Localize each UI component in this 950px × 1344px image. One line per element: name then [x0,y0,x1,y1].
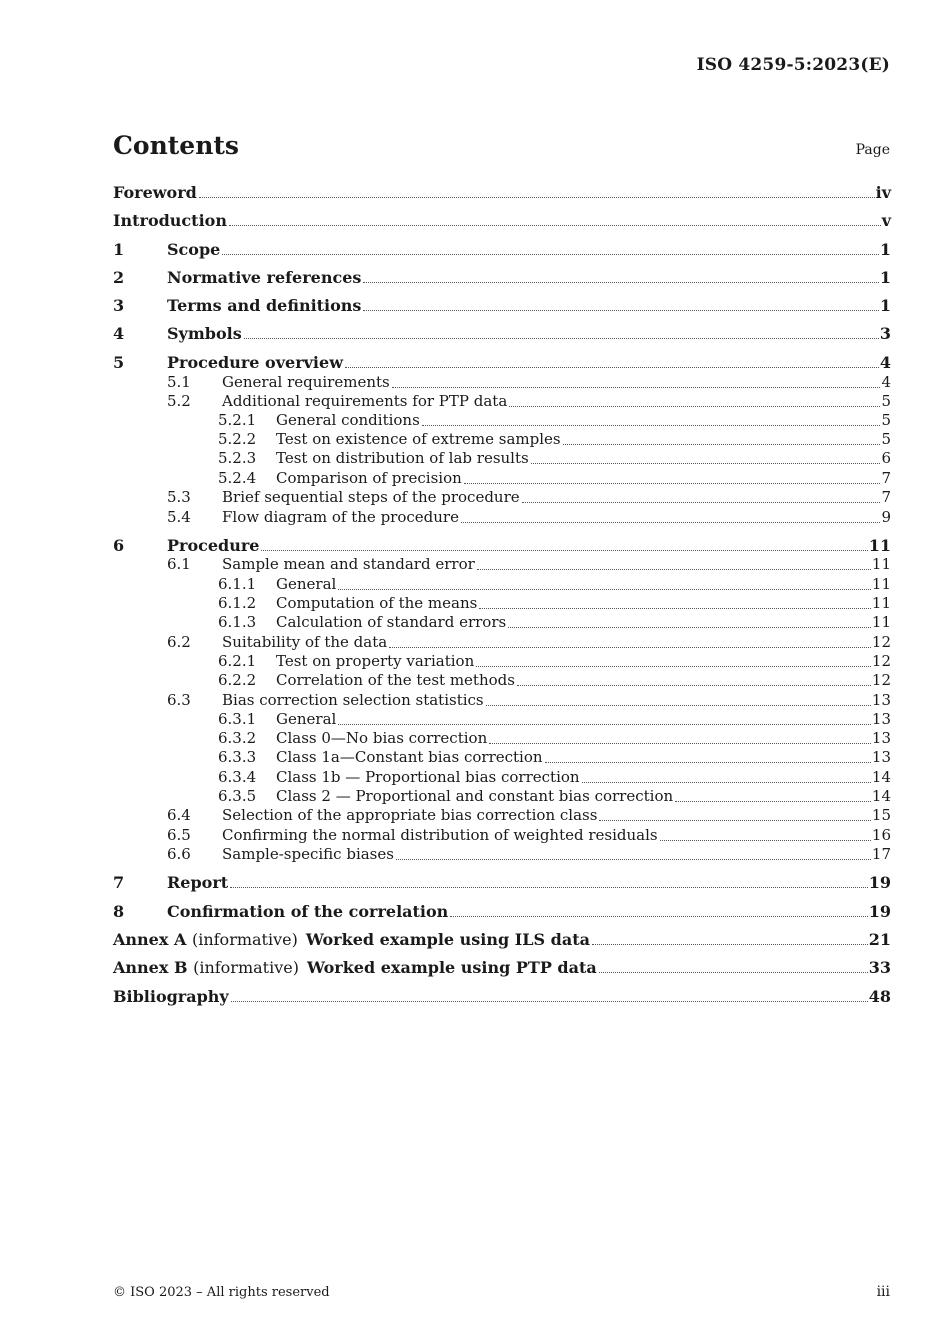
toc-entry[interactable] [113,652,891,671]
toc-entry[interactable] [113,268,891,287]
toc-entry-title: Class 1b — Proportional bias correction [276,768,580,786]
copyright-notice: © ISO 2023 – All rights reserved [113,1285,330,1300]
toc-entry-number: 5.2.4 [218,469,257,487]
toc-entry-number: 5.3 [167,488,191,506]
toc-entry-page: 14 [871,787,891,805]
toc-entry[interactable] [113,930,891,949]
toc-entry-number: 6.2.2 [218,671,257,689]
toc-entry-number: 7 [113,873,125,892]
annex-name: Worked example using PTP data [306,958,597,977]
toc-entry-title: Selection of the appropriate bias correction class [222,806,598,824]
toc-entry-title: Sample-specific biases [222,845,394,863]
toc-entry-page: iv [875,183,891,202]
toc-entry[interactable] [113,806,891,825]
toc-entry-page: 11 [868,536,891,555]
toc-entry[interactable] [113,958,891,977]
toc-entry[interactable] [113,240,891,259]
toc-entry-page: 11 [871,594,891,612]
dot-leader [338,589,871,590]
dot-leader [592,944,868,945]
dot-leader [389,647,871,648]
toc-entry[interactable] [113,594,891,613]
toc-entry[interactable] [113,508,891,527]
toc-entry-title: Bibliography [113,987,229,1006]
toc-entry-title: General conditions [276,411,420,429]
toc-entry-page: 12 [871,633,891,651]
toc-entry-number: 6.3 [167,691,191,709]
page-number: iii [876,1284,890,1300]
toc-entry-title [113,958,597,977]
toc-entry-number: 6.1.1 [218,575,257,593]
dot-leader [509,406,880,407]
dot-leader [545,762,871,763]
toc-entry[interactable] [113,613,891,632]
dot-leader [517,685,871,686]
toc-entry[interactable] [113,902,891,921]
toc-entry[interactable] [113,710,891,729]
toc-entry[interactable] [113,488,891,507]
dot-leader [231,1001,868,1002]
toc-entry-page: 13 [871,691,891,709]
dot-leader [476,666,871,667]
dot-leader [450,916,867,917]
dot-leader [599,820,870,821]
toc-entry-number: 5.1 [167,373,191,391]
dot-leader [261,550,867,551]
toc-entry-page: 4 [879,353,891,372]
toc-entry-number: 5.2.2 [218,430,257,448]
toc-entry-page: 13 [871,748,891,766]
toc-entry-page: 33 [868,958,891,977]
toc-entry[interactable] [113,469,891,488]
annex-type: (informative) [193,958,299,977]
toc-entry[interactable] [113,768,891,787]
toc-entry-title: Report [167,873,229,892]
dot-leader [563,444,881,445]
toc-entry-number: 6.3.2 [218,729,257,747]
dot-leader [522,502,881,503]
toc-entry-number: 6.2.1 [218,652,257,670]
dot-leader [392,387,881,388]
toc-entry-title: Terms and definitions [167,296,362,315]
toc-entry[interactable] [113,353,891,372]
toc-entry-page: 5 [881,430,891,448]
dot-leader [244,338,879,339]
dot-leader [599,972,868,973]
toc-entry-page: 12 [871,652,891,670]
toc-entry[interactable] [113,671,891,690]
toc-entry-title: Bias correction selection statistics [222,691,484,709]
toc-entry[interactable] [113,411,891,430]
toc-entry[interactable] [113,392,891,411]
dot-leader [477,569,871,570]
dot-leader [461,522,880,523]
toc-entry-title: Normative references [167,268,362,287]
toc-entry[interactable] [113,691,891,710]
toc-entry-number: 5.2 [167,392,191,410]
toc-entry-title: Test on distribution of lab results [276,449,529,467]
dot-leader [345,367,879,368]
toc-entry-title: Sample mean and standard error [222,555,475,573]
dot-leader [338,724,871,725]
toc-entry[interactable] [113,873,891,892]
toc-entry-page: 7 [881,469,891,487]
toc-entry-number: 5.2.3 [218,449,257,467]
toc-entry-number: 6.3.3 [218,748,257,766]
toc-entry-page: 16 [871,826,891,844]
dot-leader [464,483,881,484]
dot-leader [230,887,868,888]
toc-entry-number: 6 [113,536,125,555]
toc-entry-page: 21 [868,930,891,949]
toc-entry-number: 6.4 [167,806,191,824]
dot-leader [531,463,881,464]
toc-entry-number: 4 [113,324,125,343]
annex-label: Annex B [113,958,188,977]
toc-entry[interactable] [113,430,891,449]
toc-entry-number: 8 [113,902,125,921]
toc-entry[interactable] [113,183,891,202]
toc-entry-number: 6.3.4 [218,768,257,786]
annex-name: Worked example using ILS data [305,930,590,949]
toc-entry[interactable] [113,633,891,652]
toc-entry[interactable] [113,826,891,845]
dot-leader [486,705,871,706]
toc-entry-title: Calculation of standard errors [276,613,507,631]
toc-entry-number: 6.6 [167,845,191,863]
toc-entry-title: Symbols [167,324,242,343]
toc-entry-page: 6 [881,449,891,467]
dot-leader [508,627,871,628]
toc-entry[interactable] [113,211,891,230]
toc-entry-title: Comparison of precision [276,469,462,487]
toc-entry[interactable] [113,748,891,767]
toc-entry-page: 9 [881,508,891,526]
toc-entry[interactable] [113,987,891,1006]
page-column-label: Page [855,142,890,158]
toc-entry-title: Suitability of the data [222,633,388,651]
toc-entry-title: Scope [167,240,221,259]
toc-entry-number: 6.3.1 [218,710,257,728]
toc-entry-page: 11 [871,613,891,631]
dot-leader [660,840,871,841]
toc-entry-title: Introduction [113,211,227,230]
toc-entry-title: General requirements [222,373,390,391]
toc-entry-title: Class 2 — Proportional and constant bias correction [276,787,674,805]
toc-entry-page: 5 [881,411,891,429]
dot-leader [489,743,871,744]
toc-entry-title: Procedure overview [167,353,343,372]
toc-entry[interactable] [113,373,891,392]
dot-leader [582,782,871,783]
toc-entry[interactable] [113,324,891,343]
toc-entry-number: 3 [113,296,125,315]
toc-entry-page: 14 [871,768,891,786]
toc-entry-number: 6.1.3 [218,613,257,631]
toc-entry-number: 2 [113,268,125,287]
toc-entry-number: 5 [113,353,125,372]
toc-entry-number: 6.1 [167,555,191,573]
dot-leader [229,225,881,226]
toc-entry-title: Additional requirements for PTP data [222,392,508,410]
toc-entry-page: 15 [871,806,891,824]
toc-entry-number: 6.5 [167,826,191,844]
toc-entry-page: 11 [871,575,891,593]
toc-entry-title: Foreword [113,183,197,202]
toc-entry-page: 1 [879,240,891,259]
toc-entry-number: 5.4 [167,508,191,526]
toc-entry[interactable] [113,845,891,864]
toc-entry[interactable] [113,787,891,806]
dot-leader [222,254,879,255]
toc-entry[interactable] [113,536,891,555]
toc-entry-title: Brief sequential steps of the procedure [222,488,520,506]
toc-entry-title: Test on existence of extreme samples [276,430,561,448]
toc-entry-number: 6.2 [167,633,191,651]
toc-entry[interactable] [113,575,891,594]
dot-leader [363,310,878,311]
toc-entry-page: 11 [871,555,891,573]
toc-entry[interactable] [113,296,891,315]
dot-leader [479,608,871,609]
toc-entry-title: Confirmation of the correlation [167,902,449,921]
toc-entry-page: 17 [871,845,891,863]
toc-entry-page: 3 [879,324,891,343]
toc-entry-title: General [276,575,337,593]
toc-entry-number: 5.2.1 [218,411,257,429]
toc-entry-number: 1 [113,240,125,259]
document-id: ISO 4259-5:2023(E) [696,55,890,75]
toc-entry[interactable] [113,449,891,468]
toc-entry-page: 7 [881,488,891,506]
dot-leader [363,282,878,283]
dot-leader [396,859,871,860]
toc-entry-page: 19 [868,902,891,921]
annex-type: (informative) [191,930,298,949]
toc-entry-title: Class 0—No bias correction [276,729,488,747]
toc-entry-page: v [881,211,891,230]
toc-entry-title: Class 1a—Constant bias correction [276,748,543,766]
toc-entry-title: Confirming the normal distribution of weighted residuals [222,826,658,844]
toc-entry-page: 13 [871,729,891,747]
toc-entry-page: 12 [871,671,891,689]
toc-entry[interactable] [113,729,891,748]
toc-entry-page: 48 [868,987,891,1006]
toc-entry-page: 4 [881,373,891,391]
toc-entry-page: 13 [871,710,891,728]
toc-entry-title: General [276,710,337,728]
toc-entry-title: Computation of the means [276,594,478,612]
annex-label: Annex A [113,930,187,949]
dot-leader [675,801,871,802]
toc-entry-title: Correlation of the test methods [276,671,515,689]
dot-leader [199,197,875,198]
toc-entry-title: Test on property variation [276,652,475,670]
toc-entry-page: 5 [881,392,891,410]
toc-entry[interactable] [113,555,891,574]
toc-entry-number: 6.3.5 [218,787,257,805]
dot-leader [422,425,881,426]
toc-entry-page: 1 [879,296,891,315]
toc-entry-page: 19 [868,873,891,892]
contents-title: Contents [113,131,240,160]
toc-entry-title [113,930,590,949]
toc-entry-number: 6.1.2 [218,594,257,612]
toc-entry-title: Flow diagram of the procedure [222,508,459,526]
toc-entry-page: 1 [879,268,891,287]
toc-entry-title: Procedure [167,536,260,555]
